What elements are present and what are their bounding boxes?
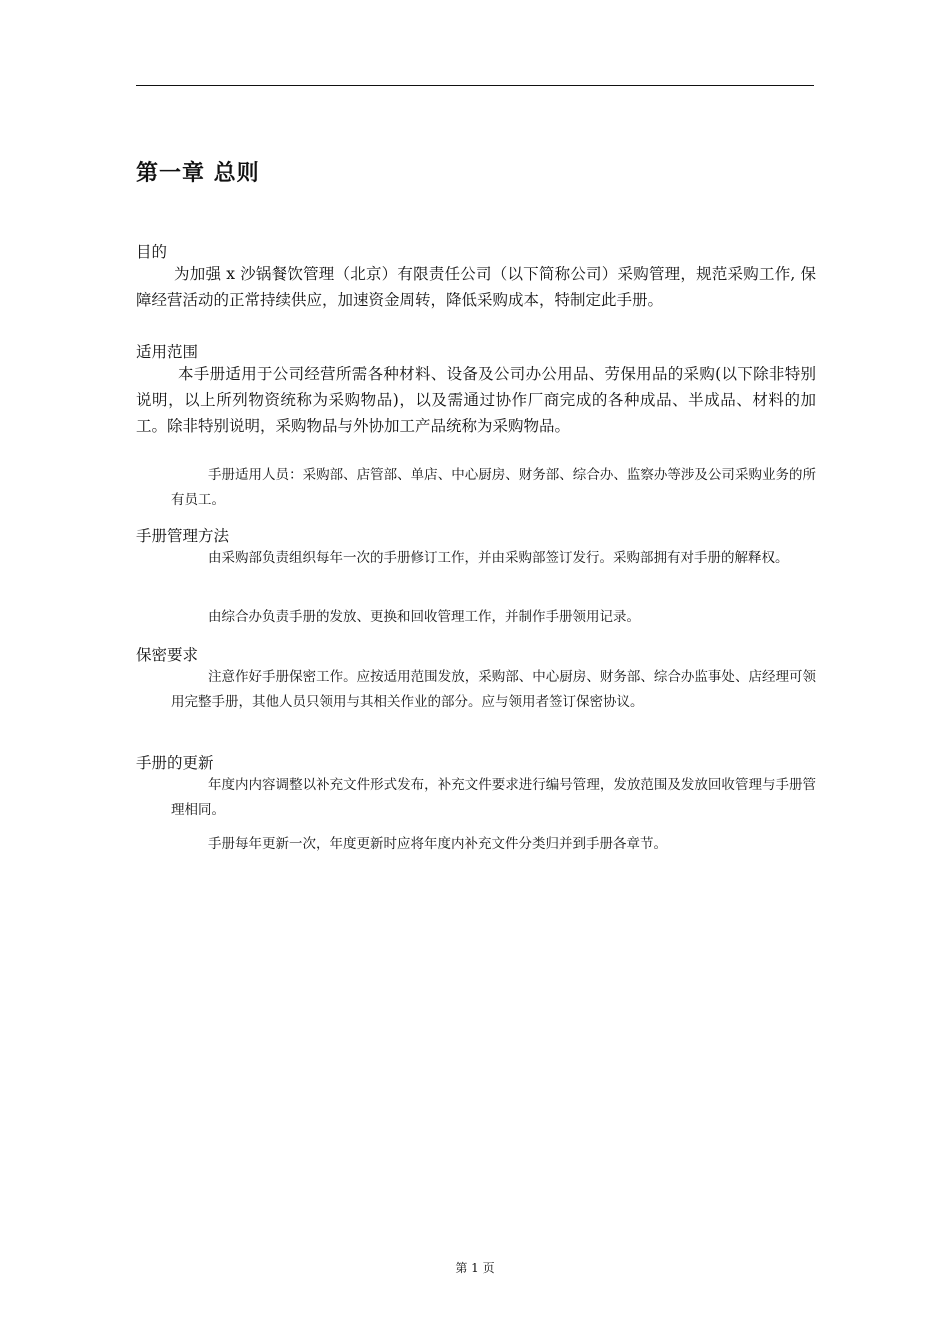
paragraph-management-1: 由采购部负责组织每年一次的手册修订工作，并由采购部签订发行。采购部拥有对手册的解释权。 bbox=[208, 550, 789, 566]
paragraph-confidentiality: 注意作好手册保密工作。应按适用范围发放，采购部、中心厨房、财务部、综合办监事处、店经理可领用完整手册，其他人员只领用与其相关作业的部分。应与领用者签订保密协议。 bbox=[171, 669, 816, 710]
heading-purpose: 目的 bbox=[136, 243, 168, 261]
header-rule bbox=[136, 85, 814, 86]
paragraph-management-2: 由综合办负责手册的发放、更换和回收管理工作，并制作手册领用记录。 bbox=[208, 609, 640, 625]
paragraph-scope-personnel: 手册适用人员：采购部、店管部、单店、中心厨房、财务部、综合办、监察办等涉及公司采购业务的所有员工。 bbox=[171, 467, 816, 508]
heading-update: 手册的更新 bbox=[136, 754, 214, 772]
paragraph-scope: 本手册适用于公司经营所需各种材料、设备及公司办公用品、劳保用品的采购(以下除非特别说明，以上所列物资统称为采购物品)，以及需通过协作厂商完成的各种成品、半成品、材料的加工。除非特别说明，采购物品与外协加工产品统称为采购物品。 bbox=[136, 365, 816, 435]
heading-management: 手册管理方法 bbox=[136, 527, 230, 545]
page-number: 第 1 页 bbox=[455, 1261, 495, 1275]
chapter-title: 第一章 总则 bbox=[136, 161, 260, 186]
heading-scope: 适用范围 bbox=[136, 343, 199, 361]
paragraph-update-1: 年度内内容调整以补充文件形式发布，补充文件要求进行编号管理，发放范围及发放回收管理与手册管理相同。 bbox=[171, 777, 816, 818]
heading-confidentiality: 保密要求 bbox=[136, 646, 199, 664]
paragraph-update-2: 手册每年更新一次，年度更新时应将年度内补充文件分类归并到手册各章节。 bbox=[208, 836, 667, 852]
paragraph-purpose: 为加强 x 沙锅餐饮管理（北京）有限责任公司（以下简称公司）采购管理，规范采购工作, 保障经营活动的正常持续供应，加速资金周转，降低采购成本，特制定此手册。 bbox=[136, 265, 816, 309]
